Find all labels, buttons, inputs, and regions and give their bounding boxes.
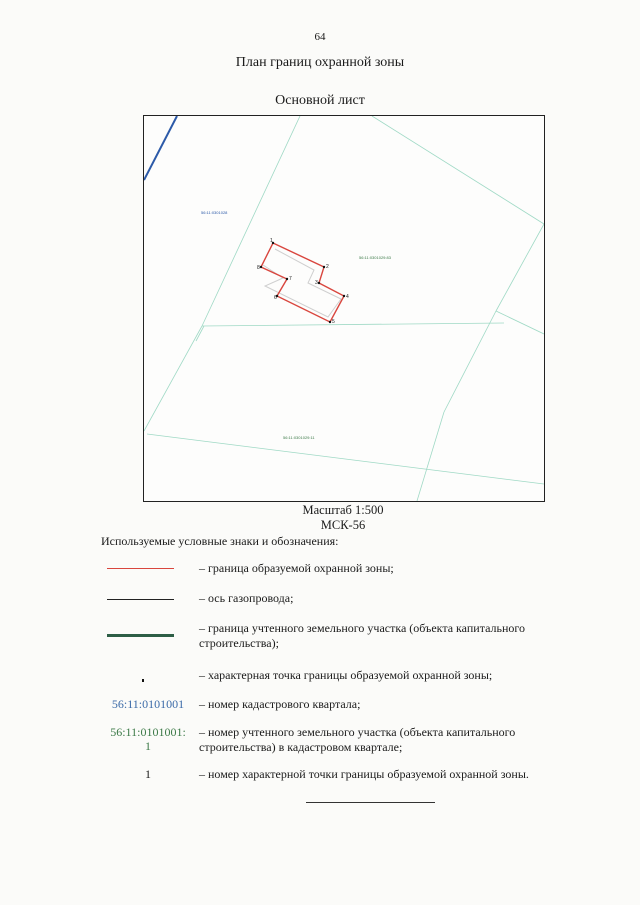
parcel-number-label-83: 56:11:0301029:83 xyxy=(359,255,391,260)
parcel-boundaries xyxy=(144,116,544,501)
legend-item-pipeline-axis xyxy=(100,591,560,607)
page-title: План границ охранной зоны xyxy=(235,55,405,70)
zone-point-4 xyxy=(343,295,345,297)
legend-text: – номер характерной точки границы образуемой охранной зоны. xyxy=(199,767,529,781)
gas-pipeline-axis xyxy=(263,249,341,317)
quarter-boundary-line xyxy=(144,116,177,180)
legend-item-characteristic-point xyxy=(100,668,560,686)
point-label-6: 6 xyxy=(274,295,277,301)
quarter-number-sample: 56:11:0101001 xyxy=(111,697,185,711)
legend-item-zone-boundary xyxy=(100,561,560,577)
point-label-3: 3 xyxy=(315,280,318,286)
point-number-sample: 1 xyxy=(145,767,151,781)
point-label-4: 4 xyxy=(346,294,349,300)
sheet-subtitle: Основной лист xyxy=(275,93,365,108)
cadastral-map xyxy=(143,115,545,502)
zone-point-7 xyxy=(286,278,288,280)
legend-text: – характерная точка границы образуемой охранной зоны; xyxy=(199,668,493,682)
zone-point-5 xyxy=(329,321,331,323)
legend-item-parcel-number xyxy=(100,725,560,757)
coordinate-system: МСК-56 xyxy=(320,518,366,532)
map-scale: Масштаб 1:500 xyxy=(302,503,384,517)
legend-text: – ось газопровода; xyxy=(199,591,294,605)
zone-point-2 xyxy=(323,266,325,268)
legend-heading: Используемые условные знаки и обозначения: xyxy=(101,534,339,548)
legend-text: – номер кадастрового квартала; xyxy=(199,697,361,711)
legend-item-quarter-number xyxy=(100,697,560,713)
legend-text: – номер учтенного земельного участка (объекта капитального строительства) в кадастровом квартале; xyxy=(199,725,516,754)
legend-text: – граница учтенного земельного участка (объекта капитального строительства); xyxy=(199,621,526,650)
zone-point-3 xyxy=(318,282,320,284)
legend-text: – граница образуемой охранной зоны; xyxy=(199,561,394,575)
point-label-2: 2 xyxy=(326,264,329,270)
legend-item-point-number xyxy=(100,767,560,783)
parcel-number-line-1: 56:11:0101001: xyxy=(110,725,186,739)
point-label-8: 8 xyxy=(257,265,260,271)
parcel-number-label-11: 56:11:0301029:11 xyxy=(283,435,315,440)
parcel-number-sample xyxy=(100,725,196,753)
zone-point-8 xyxy=(260,266,262,268)
page-number: 64 xyxy=(314,31,326,43)
point-label-7: 7 xyxy=(289,276,292,282)
signature-line xyxy=(306,802,435,803)
point-label-1: 1 xyxy=(270,238,273,244)
legend-item-parcel-boundary xyxy=(100,621,560,653)
point-label-5: 5 xyxy=(332,319,335,325)
parcel-number-line-2: 1 xyxy=(145,739,151,753)
quarter-number-label: 56:11:0301028 xyxy=(201,210,228,215)
